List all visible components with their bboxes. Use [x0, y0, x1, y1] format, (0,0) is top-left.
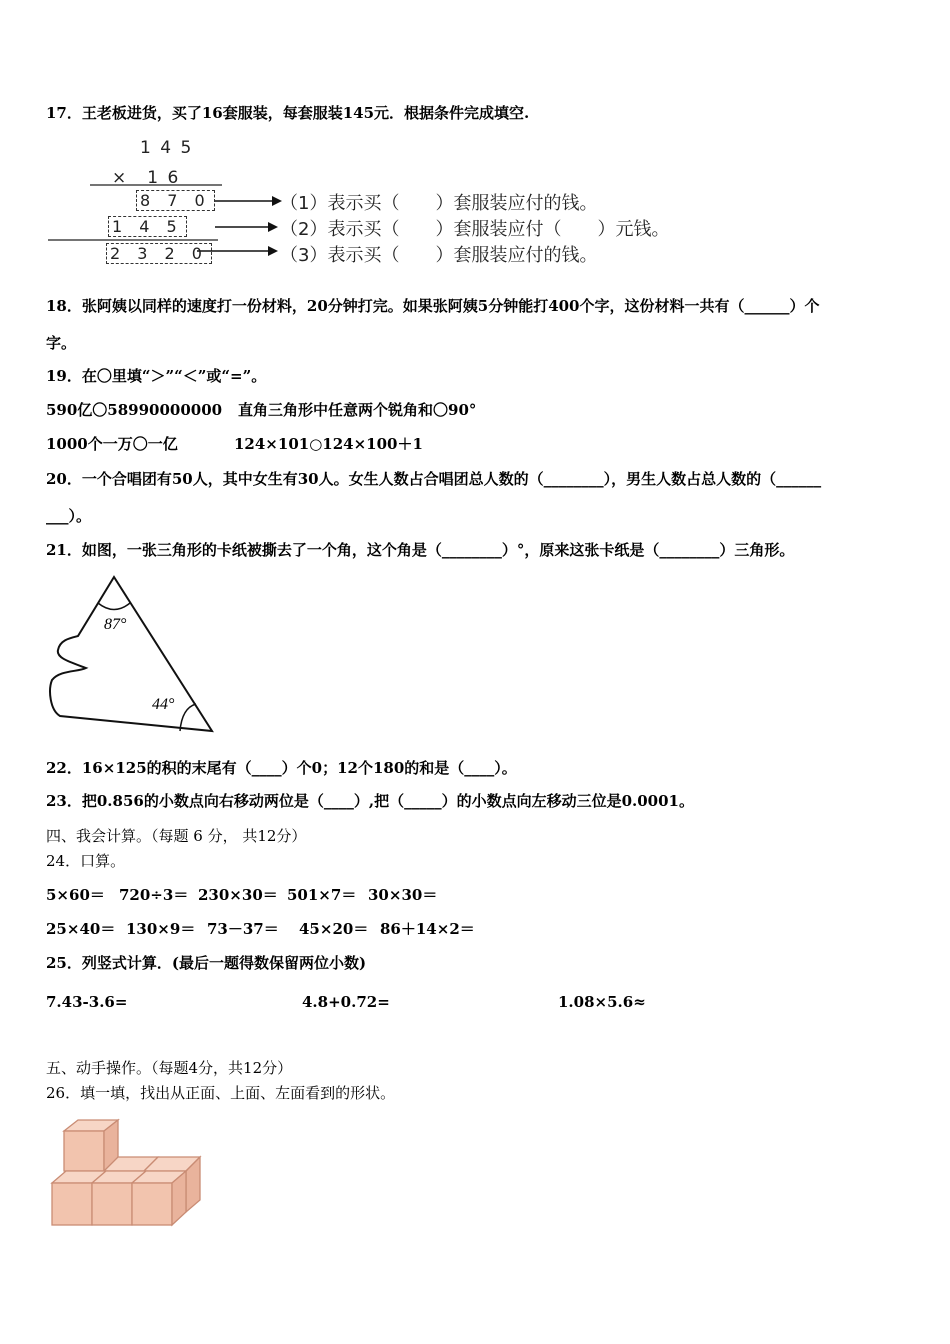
q17-partial1: 8 7 0 — [136, 190, 215, 211]
q24-r1-c3: 230×30＝ — [198, 886, 278, 904]
section4-title: 四、我会计算。（每题 6 分， 共12分） — [46, 827, 307, 845]
q21-angle-top: 87° — [104, 616, 127, 633]
q25-item2: 4.8+0.72= — [302, 993, 390, 1011]
q21-angle-bottom: 44° — [152, 696, 175, 713]
q24-r1-c5: 30×30＝ — [368, 886, 438, 904]
q19-a: 590亿〇58990000000 — [46, 401, 223, 419]
q24-r2-c4: 45×20＝ — [299, 920, 369, 938]
q20-line2: ___）。 — [46, 507, 92, 525]
q24-r1-c1: 5×60＝ — [46, 886, 105, 904]
q17-partial2: 1 4 5 — [108, 216, 187, 237]
q17-label2: （2）表示买（ ）套服装应付（ ）元钱。 — [280, 219, 670, 240]
q26-text: 26．填一填，找出从正面、上面、左面看到的形状。 — [46, 1084, 396, 1102]
q18-line1: 18．张阿姨以同样的速度打一份材料，20分钟打完。如果张阿姨5分钟能打400个字，这份材料一共有（______）个 — [46, 297, 820, 315]
q18-line2: 字。 — [46, 334, 77, 352]
q25-item1: 7.43-3.6= — [46, 993, 128, 1011]
q17-label3: （3）表示买（ ）套服装应付的钱。 — [280, 245, 598, 266]
q24-r2-c5: 86＋14×2＝ — [380, 920, 475, 938]
q24-r2-c2: 130×9＝ — [126, 920, 196, 938]
q23-text: 23．把0.856的小数点向右移动两位是（____）,把（_____）的小数点向左移动三位是0.0001。 — [46, 792, 694, 810]
q17-text: 17．王老板进货，买了16套服装，每套服装145元．根据条件完成填空. — [46, 104, 530, 122]
q24-r2-c3: 73－37＝ — [207, 920, 279, 938]
q19-d: 124×101○124×100＋1 — [234, 435, 423, 453]
q25-title: 25．列竖式计算．(最后一题得数保留两位小数) — [46, 954, 367, 972]
q20-line1: 20．一个合唱团有50人，其中女生有30人。女生人数占合唱团总人数的（________），男生人数占总人数的（______ — [46, 470, 822, 488]
q24-r2-c1: 25×40＝ — [46, 920, 116, 938]
q19-title: 19．在〇里填“＞”“＜”或“=”。 — [46, 367, 267, 385]
q19-c: 1000个一万〇一亿 — [46, 435, 178, 453]
q25-item3: 1.08×5.6≈ — [558, 993, 646, 1011]
q21-text: 21．如图，一张三角形的卡纸被撕去了一个角，这个角是（________）°，原来这张卡纸是（________）三角形。 — [46, 541, 795, 559]
q17-multiplicand: 1 4 5 — [140, 138, 194, 158]
q17-label1: （1）表示买（ ）套服装应付的钱。 — [280, 193, 598, 214]
q24-title: 24．口算。 — [46, 852, 126, 870]
q24-r1-c4: 501×7＝ — [287, 886, 357, 904]
q17-product: 2 3 2 0 — [106, 243, 212, 264]
q22-text: 22．16×125的积的末尾有（____）个0；12个180的和是（____）。 — [46, 759, 517, 777]
section5-title: 五、动手操作。（每题4分，共12分） — [46, 1059, 293, 1077]
q19-b: 直角三角形中任意两个锐角和〇90° — [238, 401, 477, 419]
q24-r1-c2: 720÷3＝ — [119, 886, 189, 904]
q17-multiplier: × 1 6 — [112, 168, 181, 188]
